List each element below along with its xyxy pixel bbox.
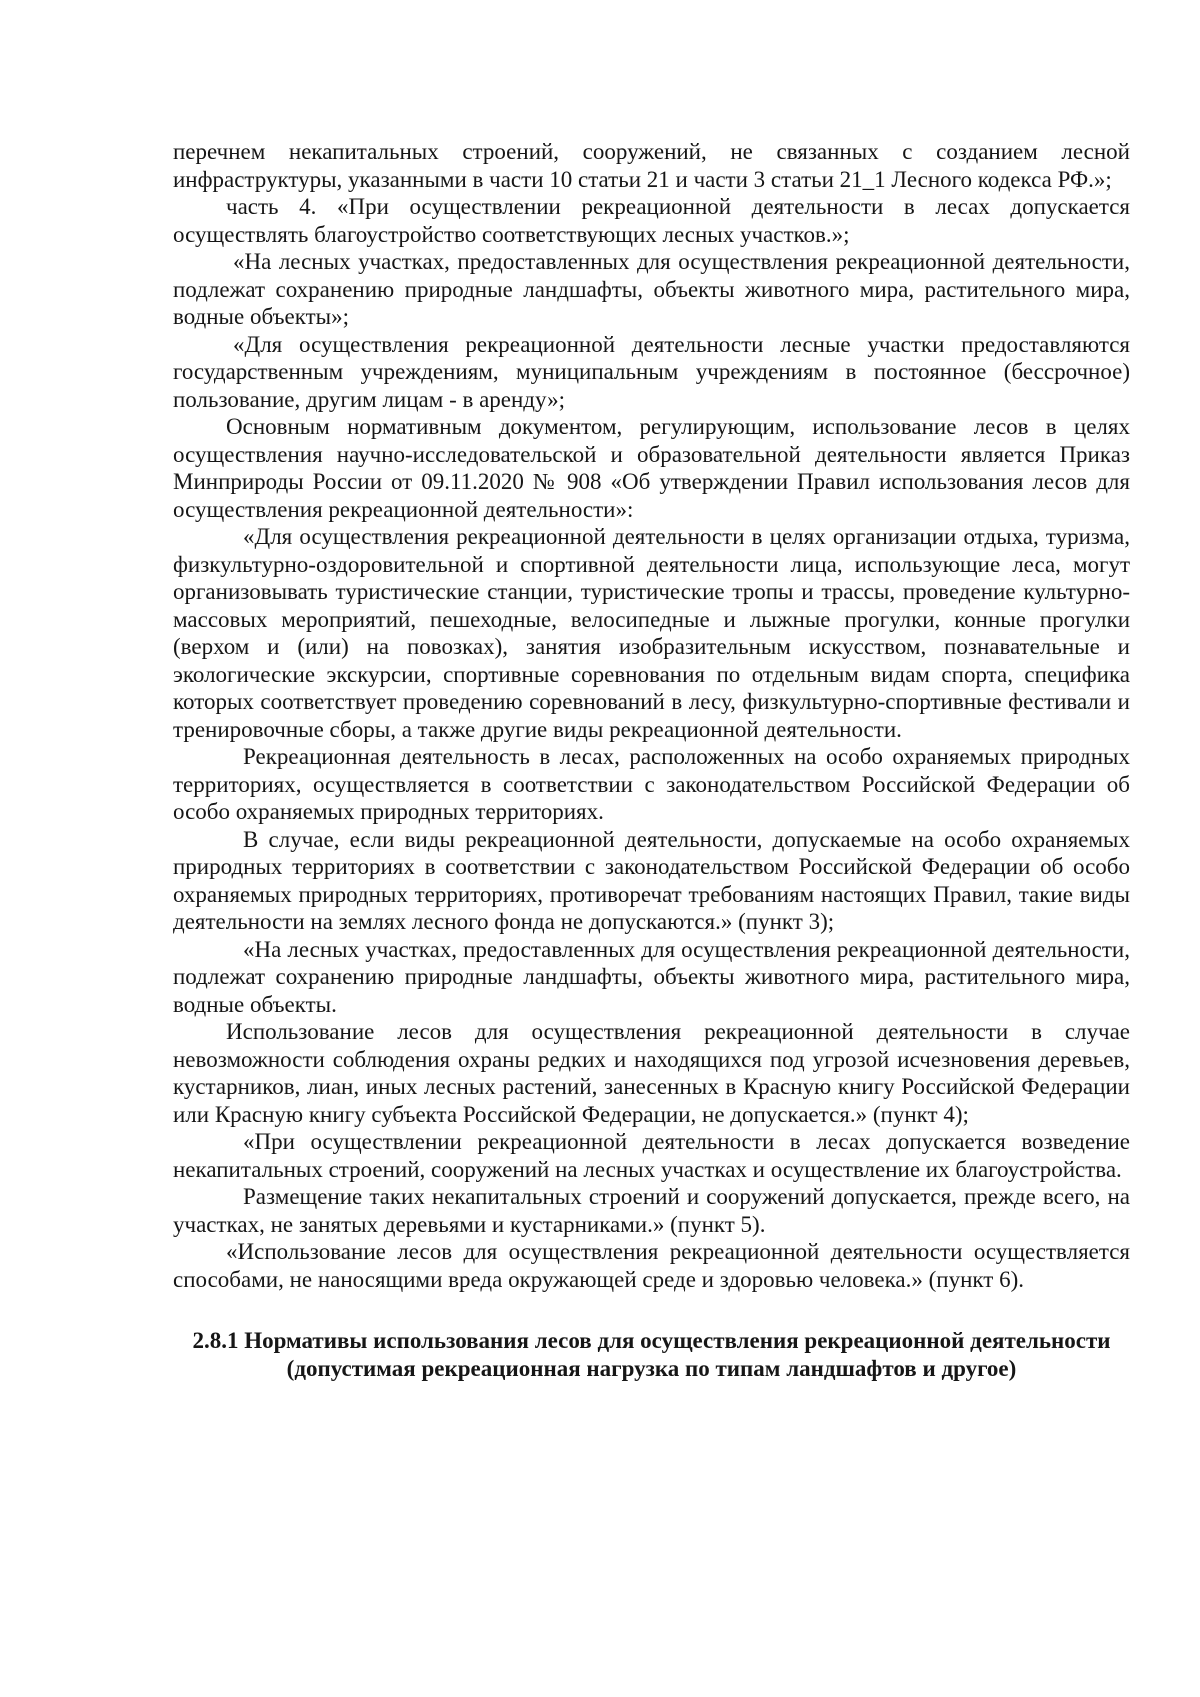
paragraph-methods: «Использование лесов для осуществления рекреационной деятельности осуществляется способами, не наносящими вреда окружающей среде и здоровью человека.» (пункт 6). [173, 1239, 1130, 1292]
paragraph-quote-provision: «Для осуществления рекреационной деятельности лесные участки предоставляются государственным учреждениям, муниципальным учреждениям в постоянное (бессрочное) пользование, другим лицам - в аренду»; [173, 331, 1130, 412]
paragraph-placement: Размещение таких некапитальных строений и сооружений допускается, прежде всего, на участках, не занятых деревьями и кустарниками.» (пункт 5). [173, 1184, 1130, 1237]
section-heading: 2.8.1 Нормативы использования лесов для осуществления рекреационной деятельности (допустимая рекреационная нагрузка по типам ландшафтов и другое) [192, 1328, 1111, 1381]
paragraph-main-document: Основным нормативным документом, регулирующим, использование лесов в целях осуществления научно-исследовательской и образовательной деятельности является Приказ Минприроды России от 09.11.2020 № 908 «Об утверждении Правил использования лесов для осуществления рекреационной деятельности»: [173, 414, 1130, 522]
paragraph-quote-landscapes: «На лесных участках, предоставленных для осуществления рекреационной деятельности, подлежат сохранению природные ландшафты, объекты животного мира, растительного мира, водные объекты»; [173, 249, 1130, 329]
paragraph-red-book: Использование лесов для осуществления рекреационной деятельности в случае невозможности соблюдения охраны редких и находящихся под угрозой исчезновения деревьев, кустарников, лиан, иных лесных растений, занесенных в Красную книгу Российской Федерации или Красную книгу субъекта Российской Федерации, не допускается.» (пункт 4); [173, 1019, 1130, 1127]
paragraph-quote-activities: «Для осуществления рекреационной деятельности в целях организации отдыха, туризма, физкультурно-оздоровительной и спортивной деятельности лица, использующие леса, могут организовывать туристические станции, туристические тропы и трассы, проведение культурно-массовых мероприятий, пешеходные, велосипедные и лыжные прогулки, конные прогулки (верхом и (или) на повозках), занятия изобразительным искусством, познавательные и экологические экскурсии, спортивные соревнования по отдельным видам спорта, специфика которых соответствует проведению соревнований в лесу, физкультурно-спортивные фестивали и тренировочные сборы, а также другие виды рекреационной деятельности. [173, 524, 1130, 742]
paragraph-part-4: часть 4. «При осуществлении рекреационной деятельности в лесах допускается осуществлять благоустройство соответствующих лесных участков.»; [173, 194, 1130, 247]
paragraph-quote-preservation: «На лесных участках, предоставленных для осуществления рекреационной деятельности, подлежат сохранению природные ландшафты, объекты животного мира, растительного мира, водные объекты. [173, 936, 1130, 1017]
paragraph-quote-structures: «При осуществлении рекреационной деятельности в лесах допускается возведение некапитальных строений, сооружений на лесных участках и осуществление их благоустройства. [173, 1129, 1130, 1182]
document-page [173, 138, 1130, 1382]
paragraph-contradiction: В случае, если виды рекреационной деятельности, допускаемые на особо охраняемых природных территориях в соответствии с законодательством Российской Федерации об особо охраняемых природных территориях, противоречат требованиям настоящих Правил, такие виды деятельности на землях лесного фонда не допускаются.» (пункт 3); [173, 826, 1130, 934]
paragraph-continuation: перечнем некапитальных строений, сооружений, не связанных с созданием лесной инфраструктуры, указанными в части 10 статьи 21 и части 3 статьи 21_1 Лесного кодекса РФ.»; [173, 139, 1130, 192]
paragraph-protected-areas: Рекреационная деятельность в лесах, расположенных на особо охраняемых природных территориях, осуществляется в соответствии с законодательством Российской Федерации об особо охраняемых природных территориях. [173, 744, 1130, 824]
